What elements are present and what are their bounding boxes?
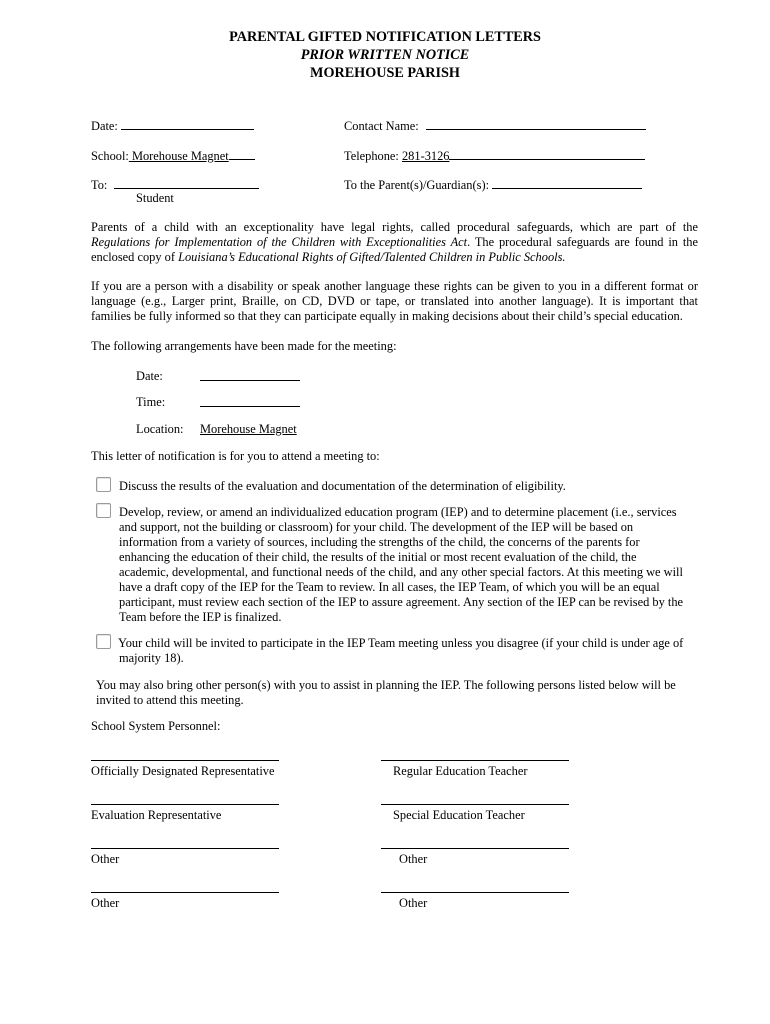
option-iep-line-3: information from a variety of sources, including the strengths of the child, the concerns of the parents for: [119, 535, 640, 549]
option-invite-line-2: majority 18).: [119, 651, 184, 665]
option-iep-line-4: enhancing the education of their child, the results of the initial or most recent evaluation of the child, the: [119, 550, 637, 564]
rights-line-3: [91, 250, 698, 265]
school-label: School:: [91, 149, 129, 163]
signature-line-left-2[interactable]: [91, 804, 279, 805]
option-iep-line-2: and support, not the building or classroom) for your child. The development of the IEP will be based on: [119, 520, 634, 534]
signature-label-left-4: Other: [91, 896, 120, 910]
parent-blank[interactable]: [492, 176, 642, 189]
regulations-title: Regulations for Implementation of the Children with Exceptionalities Act: [91, 235, 468, 249]
meeting-location-value: Morehouse Magnet: [200, 422, 297, 436]
rights-line-2-rest: . The procedural safeguards are found in the: [467, 235, 698, 249]
contact-field: [344, 117, 646, 134]
option-discuss-checkbox[interactable]: [96, 477, 111, 492]
rights-document-title: Louisiana’s Educational Rights of Gifted/Talented Children in Public Schools.: [178, 250, 566, 264]
contact-label: Contact Name:: [344, 119, 419, 133]
parish-name: MOREHOUSE PARISH: [310, 65, 460, 81]
signature-line-left-4[interactable]: [91, 892, 279, 893]
option-iep-line-1: Develop, review, or amend an individualized education program (IEP) and to determine placement (i.e., services: [119, 505, 677, 519]
rights-line-3-text: enclosed copy of: [91, 250, 179, 264]
to-field: [91, 176, 259, 193]
notice-intro: This letter of notification is for you to attend a meeting to:: [91, 449, 380, 463]
bring-persons-line-1: You may also bring other person(s) with you to assist in planning the IEP. The following persons listed below will be: [96, 678, 676, 692]
option-discuss-text: Discuss the results of the evaluation and documentation of the determination of eligibility.: [119, 479, 566, 493]
school-value: Morehouse Magnet: [128, 149, 229, 163]
disability-paragraph: If you are a person with a disability or speak another language these rights can be given to you in a different format or language (e.g., Larger print, Braille, on CD, DVD or tape, or translated into another language). It is important that families be fully informed so that they can participate equally in making decisions about their child’s special education.: [91, 279, 698, 323]
school-field: [91, 147, 255, 164]
student-label: Student: [136, 191, 174, 205]
meeting-time-label: Time:: [136, 395, 166, 409]
option-iep-line-7: participant, must review each section of the IEP to assure agreement. Any section of the IEP can be revised by the: [119, 595, 684, 609]
rights-paragraph: [91, 220, 698, 265]
telephone-blank[interactable]: [449, 147, 645, 160]
option-invite-checkbox[interactable]: [96, 634, 111, 649]
document-title: PARENTAL GIFTED NOTIFICATION LETTERS: [229, 29, 541, 45]
rights-line-1: Parents of a child with an exceptionality have legal rights, called procedural safeguards, which are part of the: [91, 220, 698, 234]
bring-persons-line-2: invited to attend this meeting.: [96, 693, 244, 707]
telephone-label: Telephone:: [344, 149, 399, 163]
signature-label-right-4: Other: [399, 896, 428, 910]
option-iep-checkbox[interactable]: [96, 503, 111, 518]
option-iep-line-5: academic, developmental, and functional needs of the child, and any other special factors. At this meeting we will: [119, 565, 683, 579]
date-label: Date:: [91, 119, 118, 133]
school-blank[interactable]: [229, 147, 255, 160]
meeting-date-label: Date:: [136, 369, 163, 383]
parent-field: [344, 176, 642, 193]
signature-line-right-4[interactable]: [381, 892, 569, 893]
signature-label-left-3: Other: [91, 852, 120, 866]
signature-line-right-3[interactable]: [381, 848, 569, 849]
date-blank[interactable]: [121, 117, 254, 130]
personnel-heading: School System Personnel:: [91, 719, 221, 733]
signature-line-right-2[interactable]: [381, 804, 569, 805]
signature-label-right-2: Special Education Teacher: [393, 808, 525, 822]
option-iep-line-8: Team before the IEP is finalized.: [119, 610, 282, 624]
option-invite-line-1: Your child will be invited to participate in the IEP Team meeting unless you disagree (if your child is under age of: [118, 636, 684, 650]
to-label: To:: [91, 178, 108, 192]
option-iep-line-6: have a draft copy of the IEP for the Team to review. In all cases, the IEP Team, of which you will be an equal: [119, 580, 660, 594]
signature-label-right-1: Regular Education Teacher: [393, 764, 528, 778]
telephone-field: [344, 147, 645, 164]
parent-label: To the Parent(s)/Guardian(s):: [344, 178, 490, 192]
signature-line-right-1[interactable]: [381, 760, 569, 761]
student-blank[interactable]: [114, 176, 259, 189]
signature-line-left-1[interactable]: [91, 760, 279, 761]
meeting-time-blank[interactable]: [200, 392, 300, 407]
meeting-location-label: Location:: [136, 422, 184, 436]
document-subtitle: PRIOR WRITTEN NOTICE: [300, 47, 470, 63]
telephone-value: 281-3126: [401, 149, 450, 163]
arrangements-intro: The following arrangements have been made for the meeting:: [91, 339, 397, 353]
rights-line-2: [91, 235, 698, 250]
signature-label-left-2: Evaluation Representative: [91, 808, 222, 822]
meeting-date-blank[interactable]: [200, 366, 300, 381]
signature-label-right-3: Other: [399, 852, 428, 866]
contact-blank[interactable]: [426, 117, 646, 130]
signature-label-left-1: Officially Designated Representative: [91, 764, 275, 778]
signature-line-left-3[interactable]: [91, 848, 279, 849]
date-field: [91, 117, 254, 134]
